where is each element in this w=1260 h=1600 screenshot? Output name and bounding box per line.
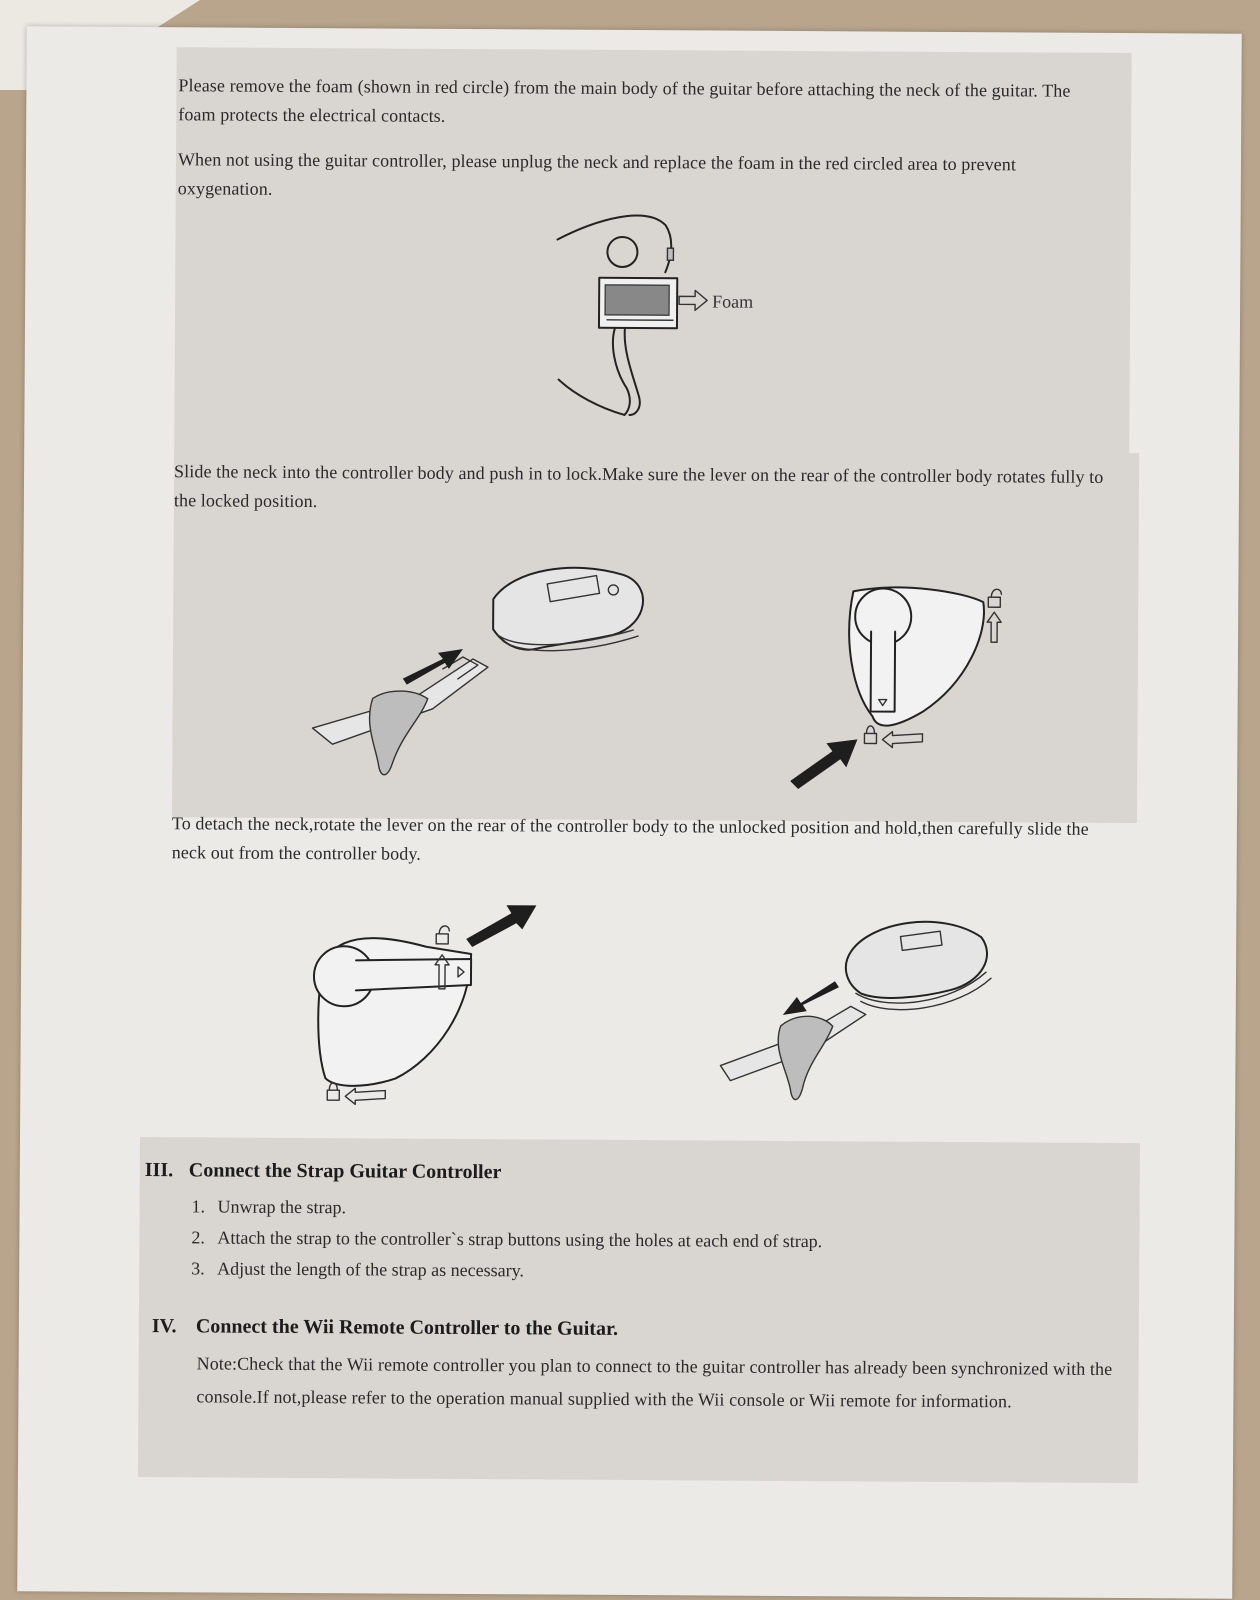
pull-arrow-icon — [783, 981, 839, 1015]
section-4-numeral: IV. — [151, 1315, 177, 1338]
list-item: 2. Attach the strap to the controller`s strap buttons using the holes at each end of strap. — [191, 1227, 823, 1252]
pull-arrow-icon — [466, 905, 536, 947]
paragraph-slide-neck: Slide the neck into the controller body and push in to lock.Make sure the lever on the rear of the controller body rotates fully to the locked position. — [173, 461, 1104, 512]
section-4-note: Note:Check that the Wii remote controller you plan to connect to the guitar controller has already been synchronized with the console.If not,please refer to the operation manual supplied with the Wii console or Wii remote for information. — [196, 1353, 1113, 1412]
push-arrow-icon — [790, 739, 857, 789]
foam-block — [605, 285, 669, 315]
paragraph-foam-replace: When not using the guitar controller, please unplug the neck and replace the foam in the red circled area to prevent oxygenation. — [177, 149, 1017, 199]
foam-pointer-arrow-icon — [679, 290, 707, 310]
section-3-heading — [145, 1159, 502, 1184]
knob-icon — [607, 237, 637, 267]
section-4-heading — [152, 1315, 618, 1341]
lever-unlock-diagram — [285, 898, 586, 1120]
foam-diagram — [554, 210, 775, 421]
list-item: 3. Adjust the length of the strap as necessary. — [191, 1258, 525, 1281]
up-arrow-icon — [987, 612, 1001, 642]
strap-steps-list — [191, 1191, 1112, 1290]
list-item: 1. Unwrap the strap. — [191, 1196, 347, 1218]
left-arrow-icon — [345, 1088, 385, 1104]
detach-neck-diagram — [710, 911, 1011, 1113]
foam-label: Foam — [712, 291, 754, 312]
gray-band-bottom — [138, 1137, 1140, 1483]
manual-page — [17, 26, 1242, 1598]
section-4-title: Connect the Wii Remote Controller to the Guitar. — [195, 1315, 619, 1340]
section-3-title: Connect the Strap Guitar Controller — [188, 1159, 502, 1184]
section-3-numeral: III. — [144, 1159, 174, 1182]
attach-neck-diagram — [292, 548, 653, 790]
unlock-icon — [436, 934, 448, 944]
lock-icon — [864, 733, 876, 743]
unlock-icon — [988, 597, 1000, 607]
left-arrow-icon — [882, 732, 922, 748]
lock-icon — [327, 1090, 339, 1100]
paragraph-detach-neck: To detach the neck,rotate the lever on the rear of the controller body to the unlocked position and hold,then carefully slide the neck out from the controller body. — [171, 813, 1089, 864]
paragraph-foam-removal: Please remove the foam (shown in red circle) from the main body of the guitar before attaching the neck of the guitar. The foam protects the electrical contacts. — [178, 75, 1071, 126]
hand-icon — [778, 1016, 833, 1100]
lever-lock-diagram — [782, 571, 1043, 793]
hand-icon — [369, 691, 428, 775]
